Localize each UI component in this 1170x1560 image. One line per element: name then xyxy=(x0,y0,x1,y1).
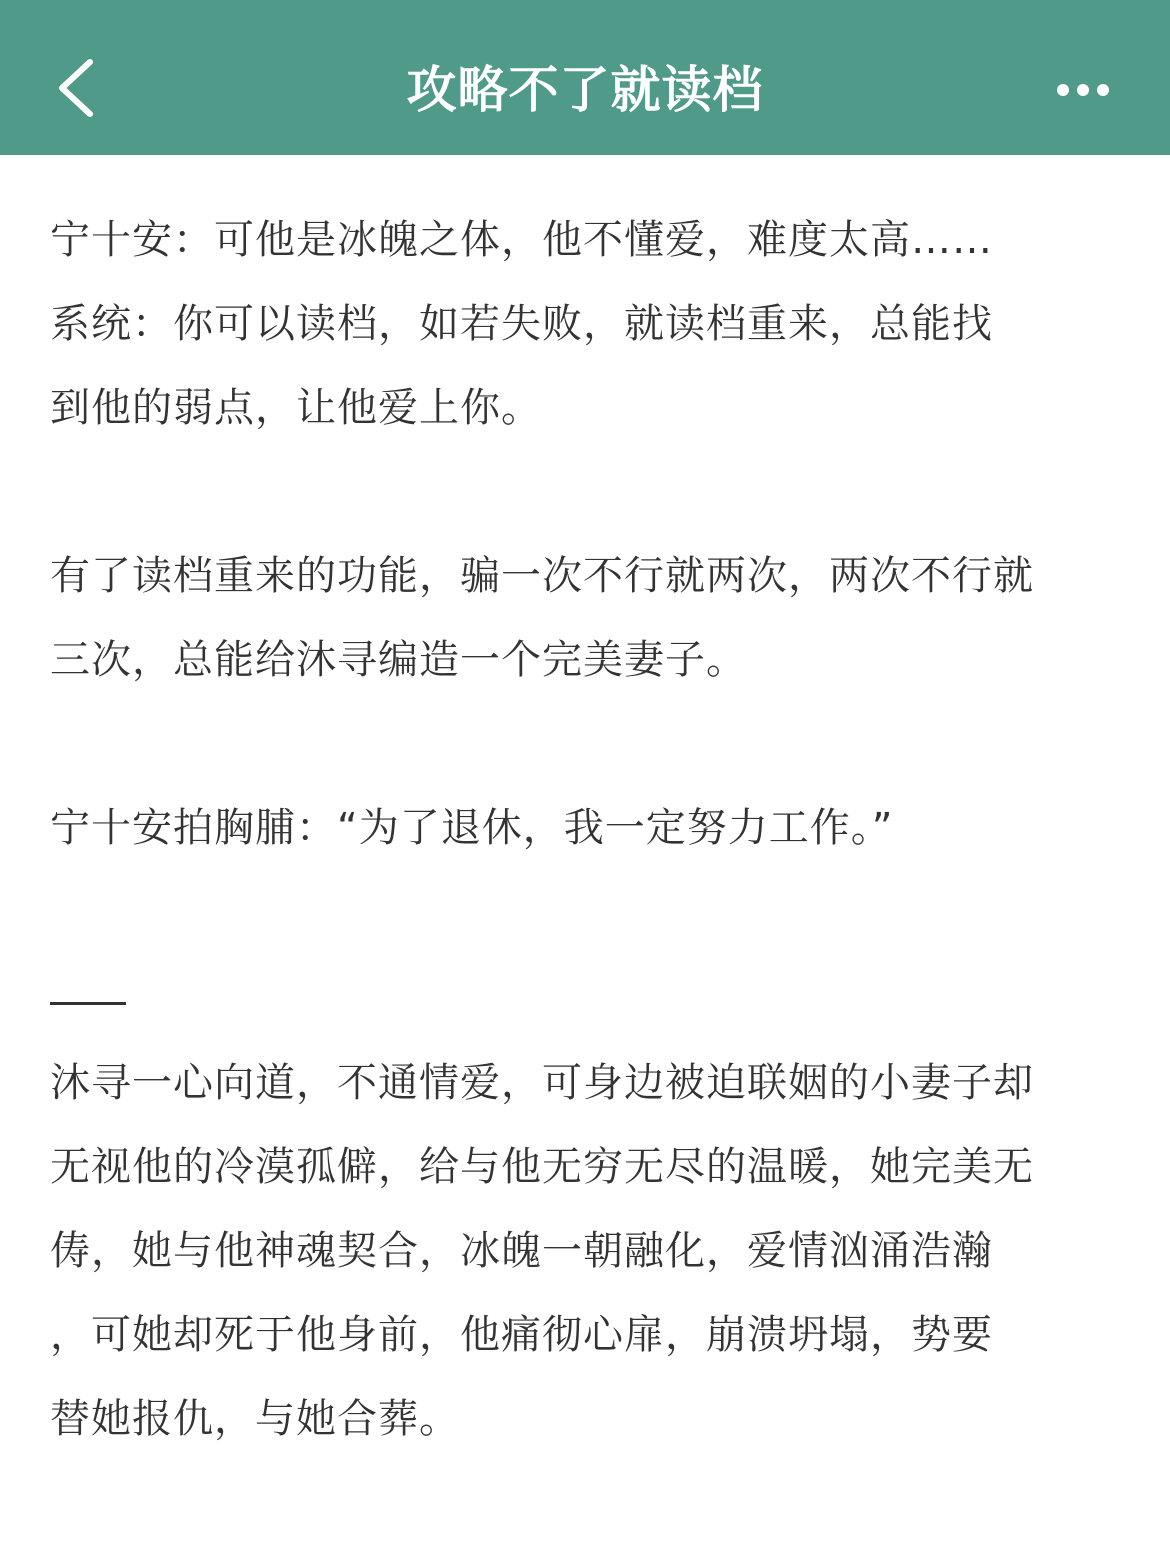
paragraph-synopsis: 沐寻一心向道，不通情爱，可身边被迫联姻的小妻子却 无视他的冷漠孤僻，给与他无穷无尽的温暖，她完美无 俦，她与他神魂契合，冰魄一朝融化，爱情汹涌浩瀚 ，可她却死于他身前，他痛彻心扉，崩溃坍塌，势要 替她报仇，与她合葬。 xyxy=(50,1060,1034,1442)
paragraph-dialogue: 宁十安：可他是冰魄之体，他不懂爱，难度太高…… 系统：你可以读档，如若失败，就读档重来，总能找 到他的弱点，让他爱上你。 xyxy=(50,217,993,431)
app-header xyxy=(0,0,1170,155)
section-divider xyxy=(50,1002,126,1005)
paragraph-pledge: 宁十安拍胸脯：“为了退休，我一定努力工作。” xyxy=(50,805,894,851)
page-title: 攻略不了就读档 xyxy=(406,61,764,119)
back-button[interactable] xyxy=(40,40,120,120)
paragraph-save-load: 有了读档重来的功能，骗一次不行就两次，两次不行就 三次，总能给沐寻编造一个完美妻子。 xyxy=(50,553,1034,683)
article-body xyxy=(50,198,1125,1461)
more-horizontal-icon xyxy=(1048,70,1118,110)
more-button[interactable] xyxy=(1048,70,1118,110)
chevron-left-icon xyxy=(40,40,120,120)
